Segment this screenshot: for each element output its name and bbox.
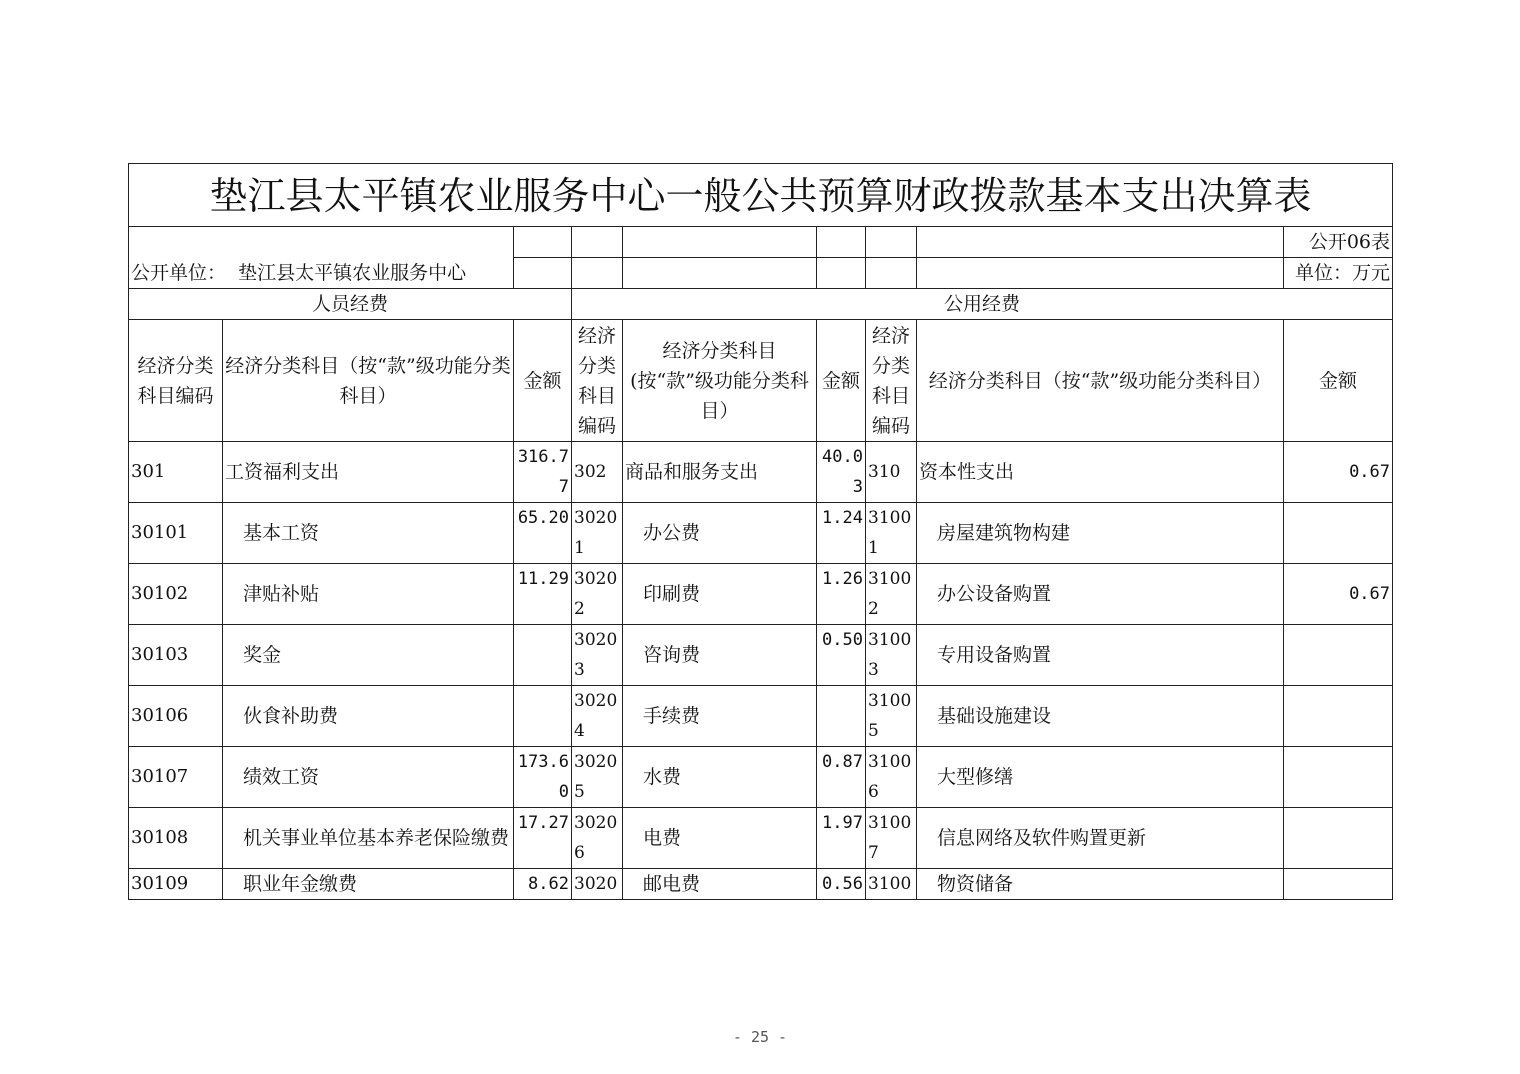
cell-code-b: 30201 xyxy=(572,503,623,564)
cell-name-a: 奖金 xyxy=(223,625,514,686)
cell-code-b: 3020 xyxy=(572,869,623,900)
cell-name-a: 伙食补助费 xyxy=(223,686,514,747)
table-row xyxy=(129,442,1393,503)
cell-amount-b: 0.56 xyxy=(817,869,866,900)
cell-amount-c xyxy=(1284,625,1393,686)
currency-unit: 单位：万元 xyxy=(1284,258,1393,289)
cell-name-c: 资本性支出 xyxy=(917,442,1284,503)
cell-code-c: 31007 xyxy=(866,808,917,869)
cell-code-b: 30202 xyxy=(572,564,623,625)
cell-code-a: 30109 xyxy=(129,869,223,900)
cell-code-b: 30205 xyxy=(572,747,623,808)
cell-amount-b: 0.50 xyxy=(817,625,866,686)
table-row xyxy=(129,869,1393,900)
cell-amount-c: 0.67 xyxy=(1284,442,1393,503)
cell-code-a: 30106 xyxy=(129,686,223,747)
cell-code-c: 31002 xyxy=(866,564,917,625)
expenditure-table xyxy=(128,163,1393,900)
cell-name-a: 津贴补贴 xyxy=(223,564,514,625)
cell-amount-b: 1.24 xyxy=(817,503,866,564)
cell-code-a: 30102 xyxy=(129,564,223,625)
table-title: 垫江县太平镇农业服务中心一般公共预算财政拨款基本支出决算表 xyxy=(129,164,1393,227)
cell-amount-a: 173.60 xyxy=(514,747,572,808)
cell-name-b: 办公费 xyxy=(623,503,817,564)
cell-code-b: 302 xyxy=(572,442,623,503)
cell-code-c: 31006 xyxy=(866,747,917,808)
cell-code-c: 31003 xyxy=(866,625,917,686)
table-row xyxy=(129,625,1393,686)
cell-amount-c xyxy=(1284,747,1393,808)
cell-name-a: 机关事业单位基本养老保险缴费 xyxy=(223,808,514,869)
cell-amount-b: 0.87 xyxy=(817,747,866,808)
cell-name-c: 大型修缮 xyxy=(917,747,1284,808)
cell-amount-b xyxy=(817,686,866,747)
page-number: - 25 - xyxy=(732,1028,788,1046)
cell-code-a: 30101 xyxy=(129,503,223,564)
cell-name-a: 基本工资 xyxy=(223,503,514,564)
table-row xyxy=(129,564,1393,625)
cell-name-c: 基础设施建设 xyxy=(917,686,1284,747)
data-rows xyxy=(129,442,1393,900)
cell-amount-b: 1.26 xyxy=(817,564,866,625)
header-name-c: 经济分类科目（按“款”级功能分类科目） xyxy=(917,320,1284,442)
table-row xyxy=(129,686,1393,747)
unit-label: 公开单位： xyxy=(131,261,227,284)
cell-code-b: 30204 xyxy=(572,686,623,747)
cell-name-a: 绩效工资 xyxy=(223,747,514,808)
cell-name-a: 职业年金缴费 xyxy=(223,869,514,900)
table-row xyxy=(129,808,1393,869)
cell-amount-a: 65.20 xyxy=(514,503,572,564)
header-code-b: 经济分类科目编码 xyxy=(572,320,623,442)
cell-name-b: 水费 xyxy=(623,747,817,808)
cell-code-a: 301 xyxy=(129,442,223,503)
header-name-a: 经济分类科目（按“款”级功能分类科目） xyxy=(223,320,514,442)
cell-name-b: 邮电费 xyxy=(623,869,817,900)
cell-name-b: 手续费 xyxy=(623,686,817,747)
cell-amount-b: 40.03 xyxy=(817,442,866,503)
cell-code-c: 31005 xyxy=(866,686,917,747)
cell-name-c: 物资储备 xyxy=(917,869,1284,900)
section-public: 公用经费 xyxy=(572,289,1393,320)
cell-amount-c xyxy=(1284,686,1393,747)
cell-name-b: 电费 xyxy=(623,808,817,869)
unit-name: 垫江县太平镇农业服务中心 xyxy=(238,261,467,284)
cell-amount-a: 17.27 xyxy=(514,808,572,869)
cell-amount-c xyxy=(1284,869,1393,900)
cell-name-b: 咨询费 xyxy=(623,625,817,686)
header-amt-a: 金额 xyxy=(514,320,572,442)
cell-code-a: 30108 xyxy=(129,808,223,869)
cell-code-a: 30103 xyxy=(129,625,223,686)
cell-amount-c xyxy=(1284,808,1393,869)
cell-code-b: 30203 xyxy=(572,625,623,686)
cell-amount-a xyxy=(514,625,572,686)
meta-blank xyxy=(129,227,514,258)
cell-name-b: 商品和服务支出 xyxy=(623,442,817,503)
unit-line xyxy=(129,258,514,289)
cell-code-c: 31001 xyxy=(866,503,917,564)
cell-name-a: 工资福利支出 xyxy=(223,442,514,503)
header-code-c: 经济分类科目编码 xyxy=(866,320,917,442)
table-row xyxy=(129,503,1393,564)
cell-amount-c xyxy=(1284,503,1393,564)
section-personnel: 人员经费 xyxy=(129,289,572,320)
cell-amount-a xyxy=(514,686,572,747)
cell-name-c: 房屋建筑物构建 xyxy=(917,503,1284,564)
cell-code-b: 30206 xyxy=(572,808,623,869)
cell-name-c: 专用设备购置 xyxy=(917,625,1284,686)
table-number: 公开06表 xyxy=(1284,227,1393,258)
header-amt-c: 金额 xyxy=(1284,320,1393,442)
cell-name-c: 办公设备购置 xyxy=(917,564,1284,625)
cell-code-c: 310 xyxy=(866,442,917,503)
cell-amount-b: 1.97 xyxy=(817,808,866,869)
header-code-a: 经济分类科目编码 xyxy=(129,320,223,442)
cell-amount-c: 0.67 xyxy=(1284,564,1393,625)
cell-code-c: 3100 xyxy=(866,869,917,900)
cell-amount-a: 11.29 xyxy=(514,564,572,625)
cell-code-a: 30107 xyxy=(129,747,223,808)
cell-name-b: 印刷费 xyxy=(623,564,817,625)
cell-amount-a: 316.77 xyxy=(514,442,572,503)
header-name-b: 经济分类科目(按“款”级功能分类科目） xyxy=(623,320,817,442)
cell-name-c: 信息网络及软件购置更新 xyxy=(917,808,1284,869)
table-row xyxy=(129,747,1393,808)
cell-amount-a: 8.62 xyxy=(514,869,572,900)
header-amt-b: 金额 xyxy=(817,320,866,442)
